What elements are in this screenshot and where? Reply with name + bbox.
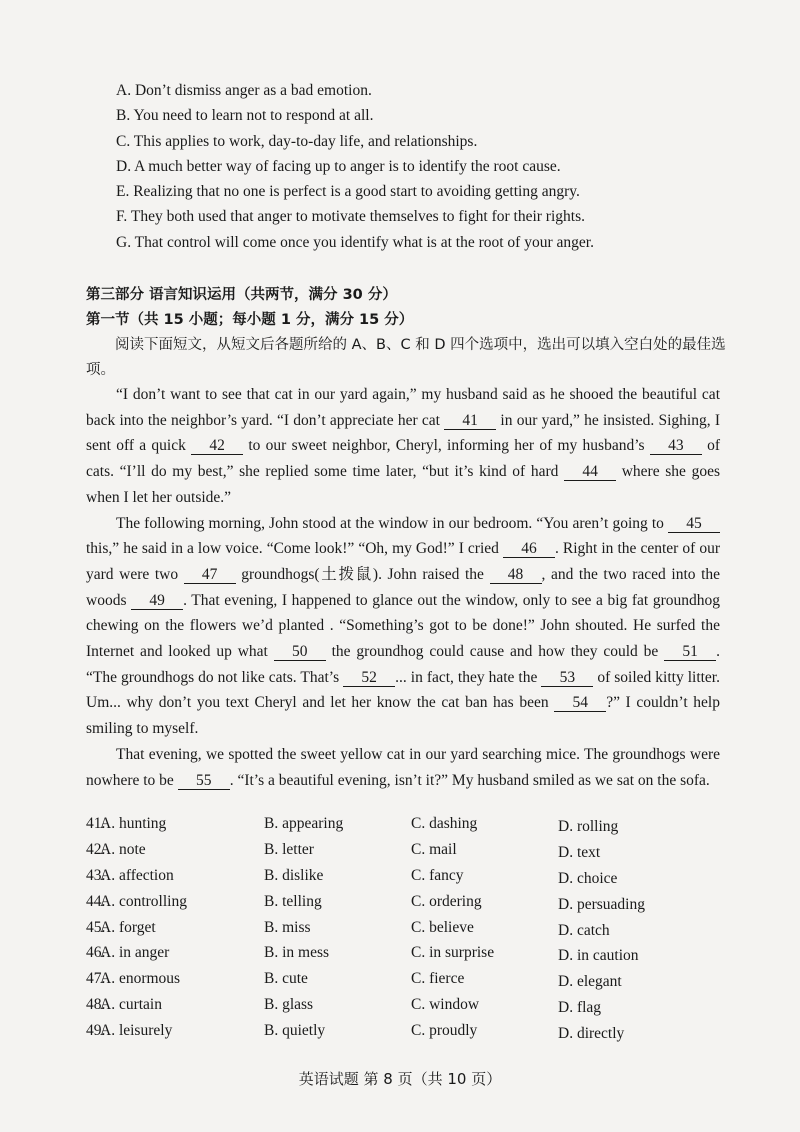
question-45 xyxy=(86,919,726,945)
text: The following morning, John stood at the window in our bedroom. “You aren’t going to xyxy=(116,514,668,532)
choice-a: A. affection xyxy=(100,866,174,884)
part-heading: 第三部分 语言知识运用（共两节，满分 30 分） xyxy=(86,287,397,303)
choice-c: C. ordering xyxy=(411,892,482,910)
blank-51: 51 xyxy=(664,643,716,661)
choice-b: B. appearing xyxy=(264,815,344,832)
text: of soiled kitty litter. Um... why don’t you text Cheryl and let her know the cat ban has been xyxy=(86,668,720,712)
question-49 xyxy=(86,1022,726,1048)
choice-d: D. directly xyxy=(558,1025,625,1043)
text: ?” I couldn’t help smiling to myself. xyxy=(86,694,720,738)
choice-a: A. curtain xyxy=(100,996,162,1014)
choice-a: A. forget xyxy=(100,918,156,936)
choice-c: C. window xyxy=(411,996,480,1014)
text: the groundhog could cause and how they could be xyxy=(325,643,665,661)
question-number: 44. xyxy=(86,892,106,910)
blank-50: 50 xyxy=(274,643,326,661)
option-b: B. You need to learn not to respond at all. xyxy=(116,107,374,125)
choice-b: B. miss xyxy=(264,918,311,936)
choice-a: A. controlling xyxy=(100,892,187,910)
choice-b: B. quietly xyxy=(264,1022,326,1040)
choice-d: D. persuading xyxy=(558,895,645,913)
question-number: 43. xyxy=(86,866,106,884)
choice-a: A. enormous xyxy=(100,970,181,988)
blank-47: 47 xyxy=(184,566,236,584)
question-number: 47. xyxy=(86,970,106,988)
choice-c: C. mail xyxy=(411,840,457,858)
question-47 xyxy=(86,970,726,996)
choice-b: B. letter xyxy=(264,840,314,858)
text: “I don’t want to see that cat in our yard again,” my husband said as he shooed the beautiful cat back into the neighbor’s yard. “I don’t appreciate her cat xyxy=(86,386,720,429)
choice-a: A. hunting xyxy=(100,815,167,832)
question-43 xyxy=(86,867,726,893)
blank-54: 54 xyxy=(554,694,606,712)
question-number: 42. xyxy=(86,840,106,858)
choice-b: B. in mess xyxy=(264,944,330,962)
question-number: 46. xyxy=(86,944,106,962)
choice-d: D. elegant xyxy=(558,973,622,991)
question-number: 48. xyxy=(86,996,106,1014)
question-48 xyxy=(86,996,726,1022)
choice-c: C. in surprise xyxy=(411,944,495,962)
previous-options-list xyxy=(116,78,736,255)
paragraph-1 xyxy=(86,382,720,511)
sub-heading: 第一节（共 15 小题；每小题 1 分，满分 15 分） xyxy=(86,312,414,328)
text: in our yard,” he insisted. Sighing, I sent off a quick xyxy=(86,411,720,455)
text: . “The groundhogs do not like cats. That’s xyxy=(86,643,721,686)
choice-b: B. dislike xyxy=(264,866,324,884)
choice-c: C. fierce xyxy=(411,970,465,988)
blank-55: 55 xyxy=(178,772,230,790)
question-number: 41. xyxy=(86,815,106,832)
blank-48: 48 xyxy=(490,566,542,584)
choice-c: C. proudly xyxy=(411,1022,478,1040)
blank-42: 42 xyxy=(191,437,243,455)
option-d: D. A much better way of facing up to anger is to identify the root cause. xyxy=(116,157,561,175)
blank-45: 45 xyxy=(668,515,720,533)
text: . “It’s a beautiful evening, isn’t it?” My husband smiled as we sat on the sofa. xyxy=(229,771,710,789)
choice-d: D. flag xyxy=(558,999,602,1017)
choice-c: C. fancy xyxy=(411,866,464,884)
question-41 xyxy=(86,815,726,841)
choice-b: B. cute xyxy=(264,970,308,988)
option-f: F. They both used that anger to motivate themselves to fight for their rights. xyxy=(116,208,585,226)
choice-d: D. choice xyxy=(558,869,618,887)
text: groundhogs(土拨鼠). John raised the xyxy=(235,565,490,583)
choice-d: D. in caution xyxy=(558,947,639,965)
instructions: 阅读下面短文，从短文后各题所给的 A、B、C 和 D 四个选项中，选出可以填入空白处的最佳选项。 xyxy=(86,337,726,378)
question-42 xyxy=(86,841,726,867)
choice-a: A. note xyxy=(100,840,146,858)
blank-41: 41 xyxy=(444,412,496,430)
text: of cats. “I’ll do my best,” she replied some time later, “but it’s kind of hard xyxy=(86,437,720,481)
blank-43: 43 xyxy=(650,437,702,455)
blank-52: 52 xyxy=(343,669,395,687)
question-44 xyxy=(86,893,726,919)
option-e: E. Realizing that no one is perfect is a good start to avoiding getting angry. xyxy=(116,183,580,201)
text: to our sweet neighbor, Cheryl, informing her of my husband’s xyxy=(243,437,650,455)
section-header xyxy=(86,283,726,383)
question-number: 45. xyxy=(86,918,106,936)
option-g: G. That control will come once you identify what is at the root of your anger. xyxy=(116,233,594,251)
text: . Right in the center of our yard were two xyxy=(86,540,720,583)
page-footer: 英语试题 第 8 页（共 10 页） xyxy=(298,1070,502,1088)
choice-d: D. rolling xyxy=(558,818,619,835)
choice-d: D. catch xyxy=(558,921,610,939)
text: ... in fact, they hate the xyxy=(395,668,542,686)
paragraph-3 xyxy=(86,742,720,793)
blank-53: 53 xyxy=(541,669,593,687)
text: , and the two raced into the woods xyxy=(86,565,721,609)
choice-c: C. dashing xyxy=(411,815,478,832)
blank-49: 49 xyxy=(131,592,183,610)
text: where she goes when I let her outside.” xyxy=(86,463,720,506)
choice-c: C. believe xyxy=(411,918,474,936)
text: That evening, we spotted the sweet yellow cat in our yard searching mice. The groundhogs were nowhere to be xyxy=(86,745,720,789)
option-c: C. This applies to work, day-to-day life, and relationships. xyxy=(116,132,478,150)
blank-44: 44 xyxy=(564,463,616,481)
choice-a: A. leisurely xyxy=(100,1022,173,1040)
text: . That evening, I happened to glance out the window, only to see a big fat groundhog chewing on the flowers we’d planted . “Something’s got to be done!” John shouted. He surfed the Internet and looked up what xyxy=(86,591,720,661)
question-number: 49. xyxy=(86,1022,106,1040)
blank-46: 46 xyxy=(503,540,555,558)
text: this,” he said in a low voice. “Come look!” “Oh, my God!” I cried xyxy=(86,540,503,558)
paragraph-2 xyxy=(86,511,720,742)
choice-d: D. text xyxy=(558,843,601,861)
choice-b: B. telling xyxy=(264,892,322,910)
cloze-passage xyxy=(86,382,720,793)
question-46 xyxy=(86,944,726,970)
option-a: A. Don’t dismiss anger as a bad emotion. xyxy=(116,82,372,99)
choice-a: A. in anger xyxy=(100,944,170,962)
answer-choices xyxy=(86,815,726,1048)
choice-b: B. glass xyxy=(264,996,314,1014)
